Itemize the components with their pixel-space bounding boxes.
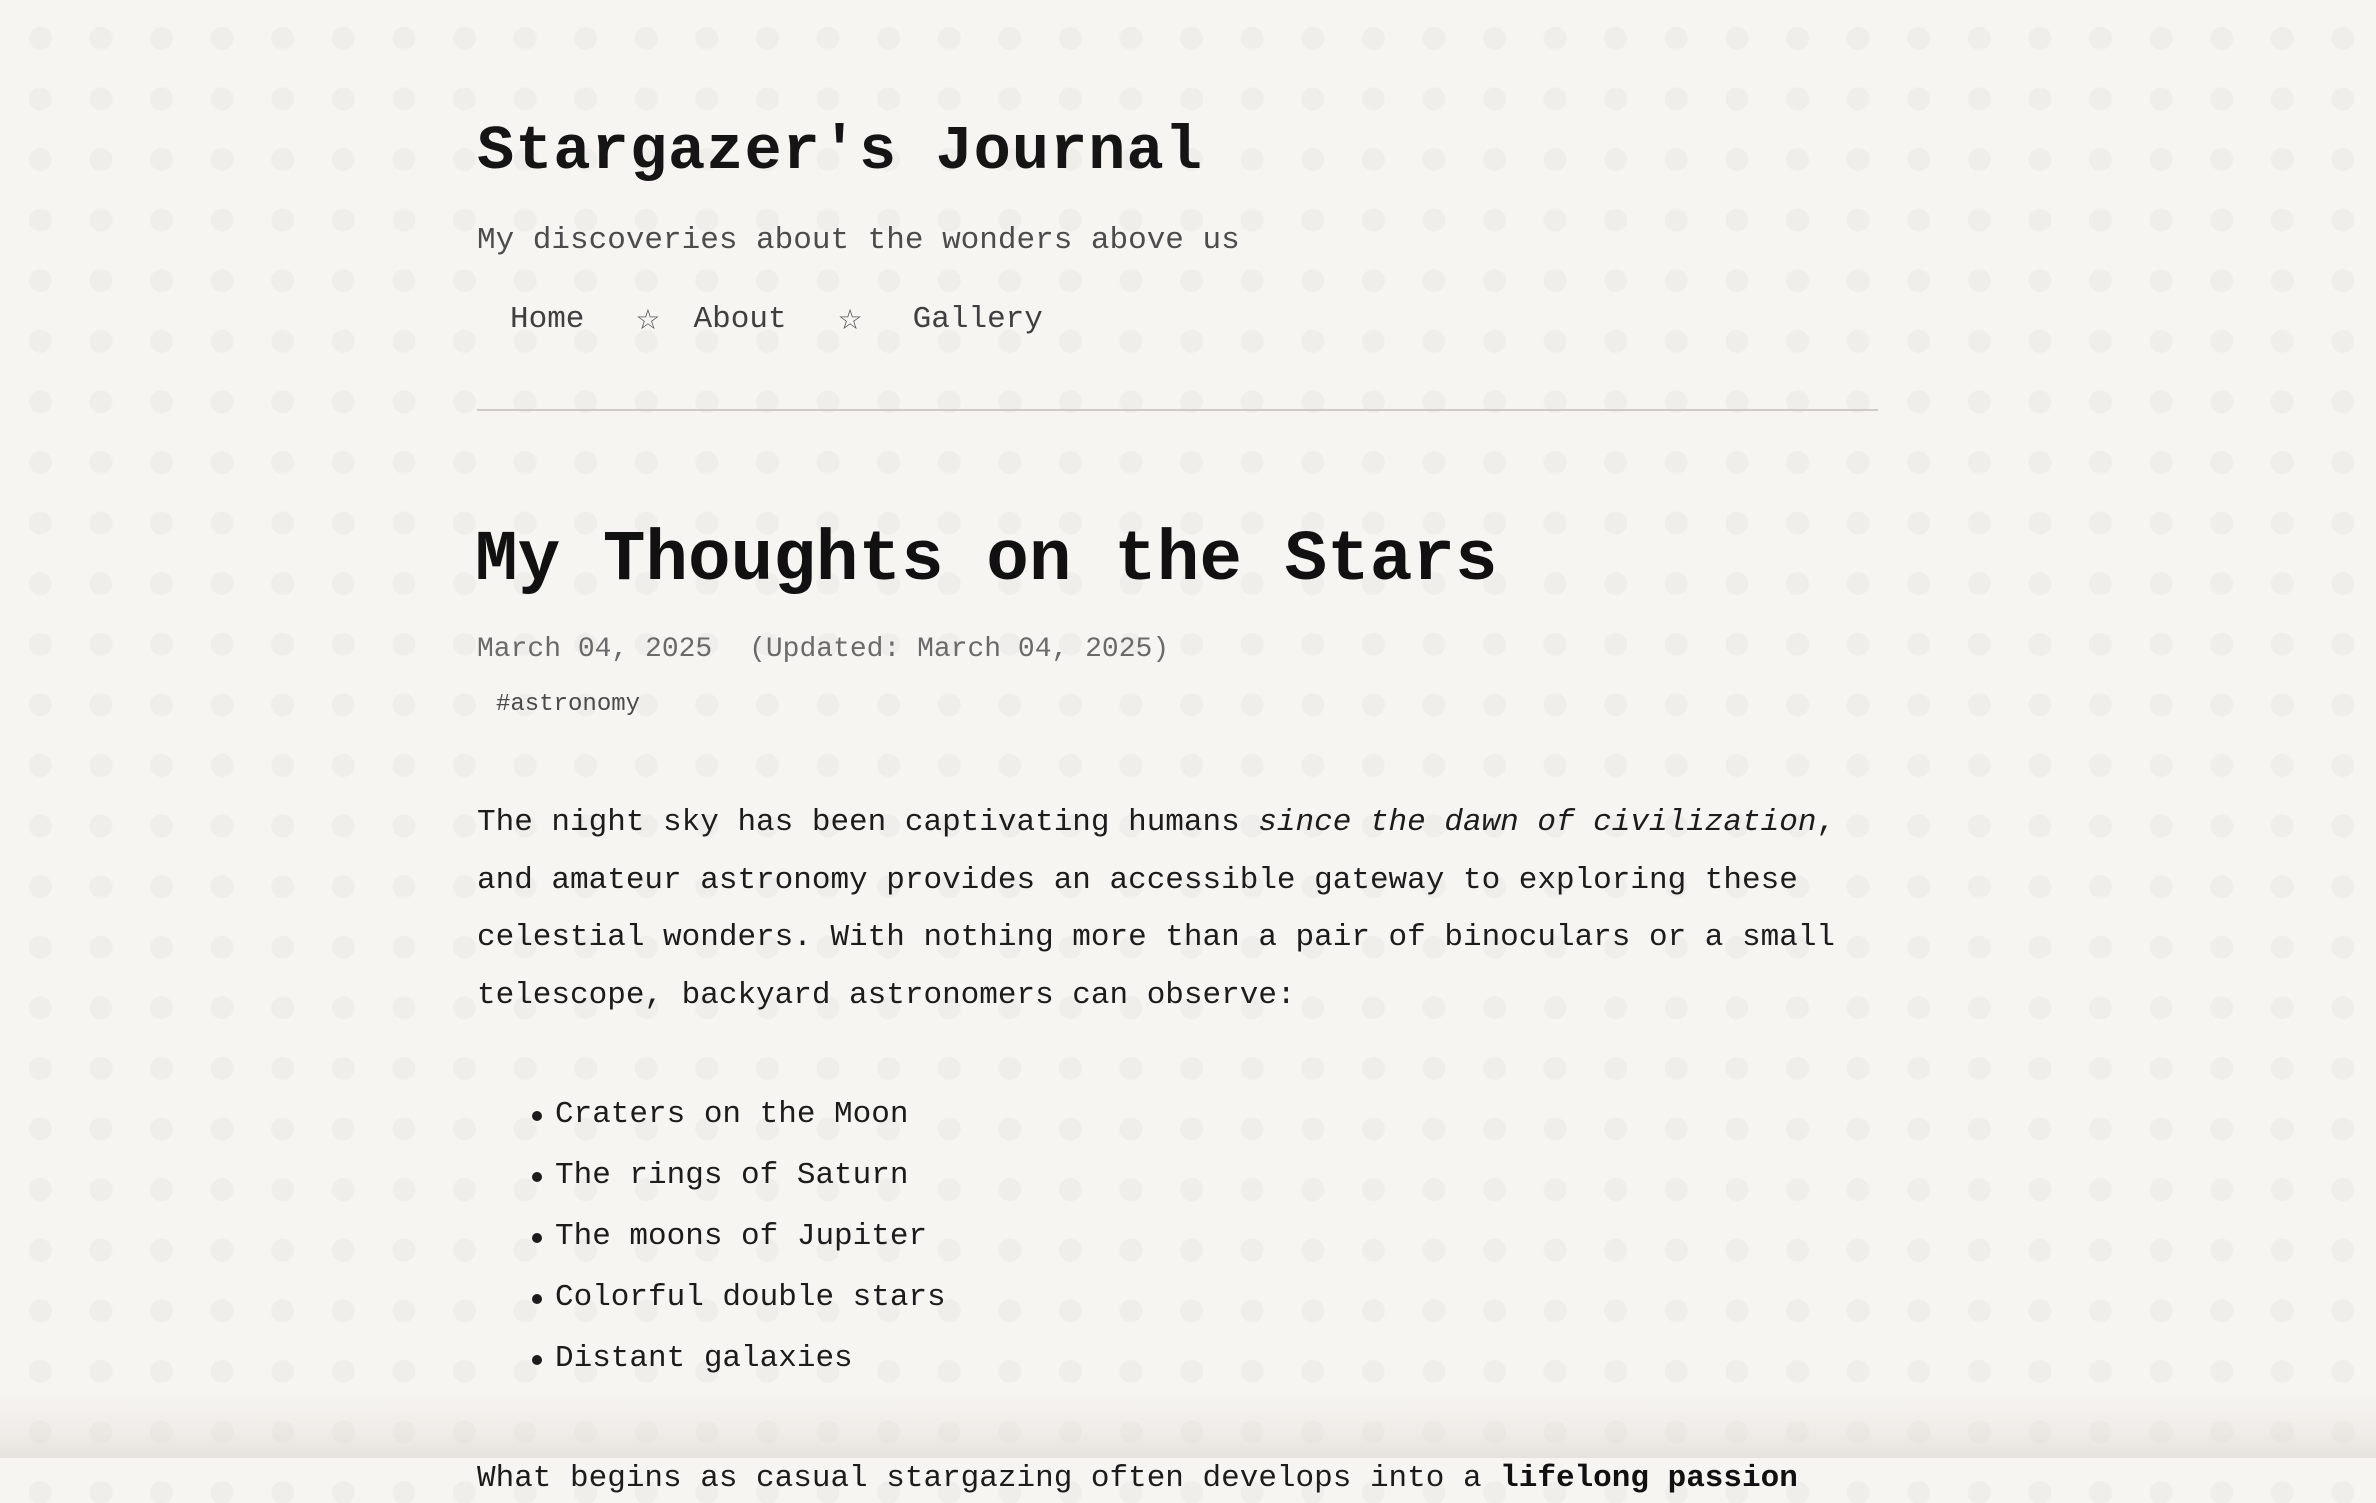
intro-emphasis: since the dawn of civilization — [1258, 805, 1817, 840]
observable-objects-list — [477, 1091, 946, 1396]
list-item: The rings of Saturn — [477, 1152, 946, 1213]
post-title: My Thoughts on the Stars — [475, 521, 1498, 601]
tag-link-astronomy[interactable]: #astronomy — [496, 691, 641, 718]
post-updated-date: (Updated: March 04, 2025) — [749, 634, 1170, 665]
nav-link-gallery[interactable]: Gallery — [912, 302, 1043, 337]
header-divider — [477, 409, 1878, 411]
intro-text-end: , and amateur astronomy provides an accessible gateway to exploring these celestial wonders. With nothing more than a pair of binoculars or a small telescope, backyard astronomers can observe: — [477, 805, 1836, 1013]
post-body — [477, 794, 1877, 1024]
star-separator-icon: ☆ — [837, 303, 863, 336]
site-title[interactable]: Stargazer's Journal — [477, 116, 1203, 187]
site-nav — [510, 300, 1043, 340]
list-item: The moons of Jupiter — [477, 1213, 946, 1274]
next-paragraph — [477, 1455, 1798, 1503]
nav-link-home[interactable]: Home — [510, 302, 585, 337]
star-separator-icon: ☆ — [635, 303, 661, 336]
nav-link-about[interactable]: About — [693, 302, 787, 337]
post-meta — [477, 632, 1169, 668]
intro-text-start: The night sky has been captivating humans — [477, 805, 1259, 840]
bottom-fade-overlay — [0, 1390, 2376, 1458]
list-item: Distant galaxies — [477, 1335, 946, 1396]
next-paragraph-text: What begins as casual stargazing often develops into a — [477, 1461, 1501, 1496]
next-paragraph-strong: lifelong passion — [1500, 1461, 1798, 1496]
post-date: March 04, 2025 — [477, 634, 713, 665]
site-tagline: My discoveries about the wonders above us — [477, 223, 1240, 258]
list-item: Colorful double stars — [477, 1274, 946, 1335]
intro-paragraph — [477, 794, 1877, 1024]
list-item: Craters on the Moon — [477, 1091, 946, 1152]
